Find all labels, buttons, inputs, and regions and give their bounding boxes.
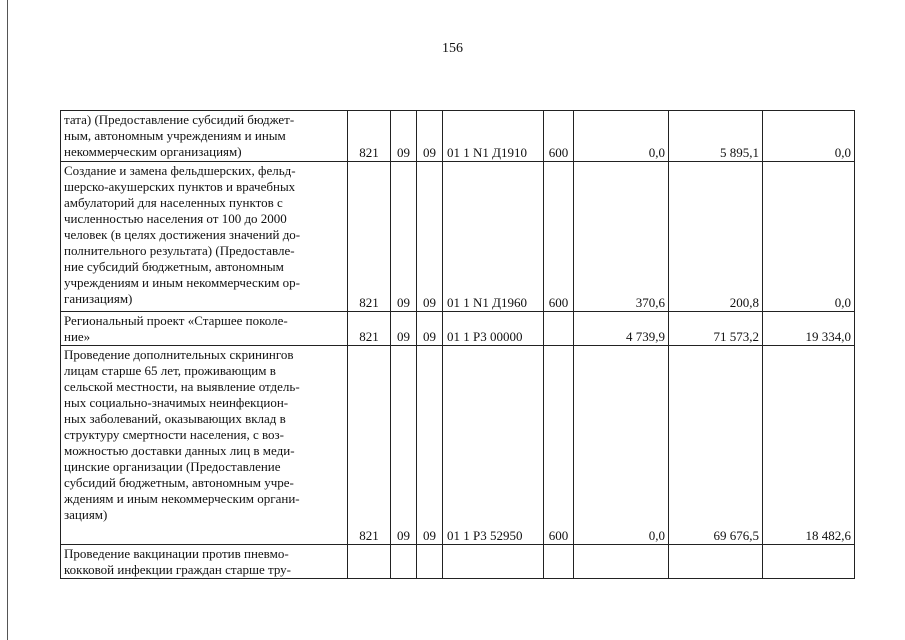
- cell-amount-1: 4 739,9: [574, 312, 669, 346]
- budget-table-body: [61, 111, 855, 579]
- item-name-line: субсидий бюджетным, автономным учре-: [64, 475, 294, 490]
- item-name-line: некоммерческим организациям): [64, 144, 242, 159]
- budget-table: [60, 110, 855, 579]
- item-name-line: ние»: [64, 329, 91, 344]
- cell-target-article: 01 1 P3 52950: [443, 346, 544, 545]
- item-name-line: Создание и замена фельдшерских, фельд-: [64, 163, 296, 178]
- item-name-line: ных заболеваний, оказывающих вклад в: [64, 411, 286, 426]
- table-row: [61, 162, 855, 312]
- page-left-edge: [7, 0, 8, 640]
- cell-target-article: 01 1 N1 Д1960: [443, 162, 544, 312]
- item-name-line: ние субсидий бюджетным, автономным: [64, 259, 284, 274]
- cell-ministry-code: 821: [348, 111, 391, 162]
- cell-amount-3: 18 482,6: [763, 346, 855, 545]
- item-name-line: ганизациям): [64, 291, 133, 306]
- item-name-line: можностью доставки данных лиц в меди-: [64, 443, 295, 458]
- cell-ministry-code: 821: [348, 312, 391, 346]
- cell-amount-3: 0,0: [763, 111, 855, 162]
- item-name-line: человек (в целях достижения значений до-: [64, 227, 301, 242]
- item-name-line: зациям): [64, 507, 108, 522]
- cell-section: 09: [391, 162, 417, 312]
- cell-item-name: [61, 545, 348, 579]
- item-name-line: лицам старше 65 лет, проживающим в: [64, 363, 276, 378]
- cell-section: 09: [391, 346, 417, 545]
- cell-amount-1: 0,0: [574, 111, 669, 162]
- cell-target-article: [443, 545, 544, 579]
- cell-ministry-code: 821: [348, 162, 391, 312]
- cell-amount-1: [574, 545, 669, 579]
- cell-subsection: 09: [417, 312, 443, 346]
- item-name-line: шерско-акушерских пунктов и врачебных: [64, 179, 296, 194]
- item-name-line: структуру смертности населения, с воз-: [64, 427, 284, 442]
- cell-expense-type: 600: [544, 346, 574, 545]
- table-row: [61, 545, 855, 579]
- cell-amount-1: 0,0: [574, 346, 669, 545]
- cell-ministry-code: 821: [348, 346, 391, 545]
- cell-amount-3: [763, 545, 855, 579]
- cell-subsection: [417, 545, 443, 579]
- cell-section: 09: [391, 111, 417, 162]
- page-number: 156: [442, 41, 463, 56]
- cell-expense-type: [544, 312, 574, 346]
- table-row: [61, 111, 855, 162]
- item-name-line: амбулаторий для населенных пунктов с: [64, 195, 283, 210]
- cell-ministry-code: [348, 545, 391, 579]
- item-name-line: Проведение вакцинации против пневмо-: [64, 546, 289, 561]
- item-name-line: ждениям и иным некоммерческим органи-: [64, 491, 300, 506]
- item-name-line: ных социально-значимых неинфекцион-: [64, 395, 289, 410]
- cell-section: 09: [391, 312, 417, 346]
- cell-subsection: 09: [417, 162, 443, 312]
- cell-subsection: 09: [417, 111, 443, 162]
- cell-expense-type: 600: [544, 111, 574, 162]
- table-row: [61, 312, 855, 346]
- cell-expense-type: 600: [544, 162, 574, 312]
- cell-target-article: 01 1 P3 00000: [443, 312, 544, 346]
- cell-target-article: 01 1 N1 Д1910: [443, 111, 544, 162]
- cell-item-name: [61, 111, 348, 162]
- item-name-line: полнительного результата) (Предоставле-: [64, 243, 295, 258]
- item-name-line: сельской местности, на выявление отдель-: [64, 379, 300, 394]
- cell-amount-3: 19 334,0: [763, 312, 855, 346]
- cell-amount-2: 69 676,5: [669, 346, 763, 545]
- cell-item-name: [61, 312, 348, 346]
- item-name-line: Проведение дополнительных скринингов: [64, 347, 294, 362]
- item-name-line: цинские организации (Предоставление: [64, 459, 281, 474]
- item-name-line: кокковой инфекции граждан старше тру-: [64, 562, 292, 577]
- cell-amount-2: 5 895,1: [669, 111, 763, 162]
- table-row: [61, 346, 855, 545]
- cell-section: [391, 545, 417, 579]
- item-name-line: тата) (Предоставление субсидий бюджет-: [64, 112, 295, 127]
- cell-subsection: 09: [417, 346, 443, 545]
- cell-amount-2: [669, 545, 763, 579]
- cell-amount-1: 370,6: [574, 162, 669, 312]
- cell-amount-2: 71 573,2: [669, 312, 763, 346]
- item-name-line: учреждениям и иным некоммерческим ор-: [64, 275, 300, 290]
- item-name-line: Региональный проект «Старшее поколе-: [64, 313, 288, 328]
- cell-amount-2: 200,8: [669, 162, 763, 312]
- cell-item-name: [61, 162, 348, 312]
- item-name-line: ным, автономным учреждениям и иным: [64, 128, 286, 143]
- cell-expense-type: [544, 545, 574, 579]
- cell-amount-3: 0,0: [763, 162, 855, 312]
- item-name-line: численностью населения от 100 до 2000: [64, 211, 287, 226]
- cell-item-name: [61, 346, 348, 545]
